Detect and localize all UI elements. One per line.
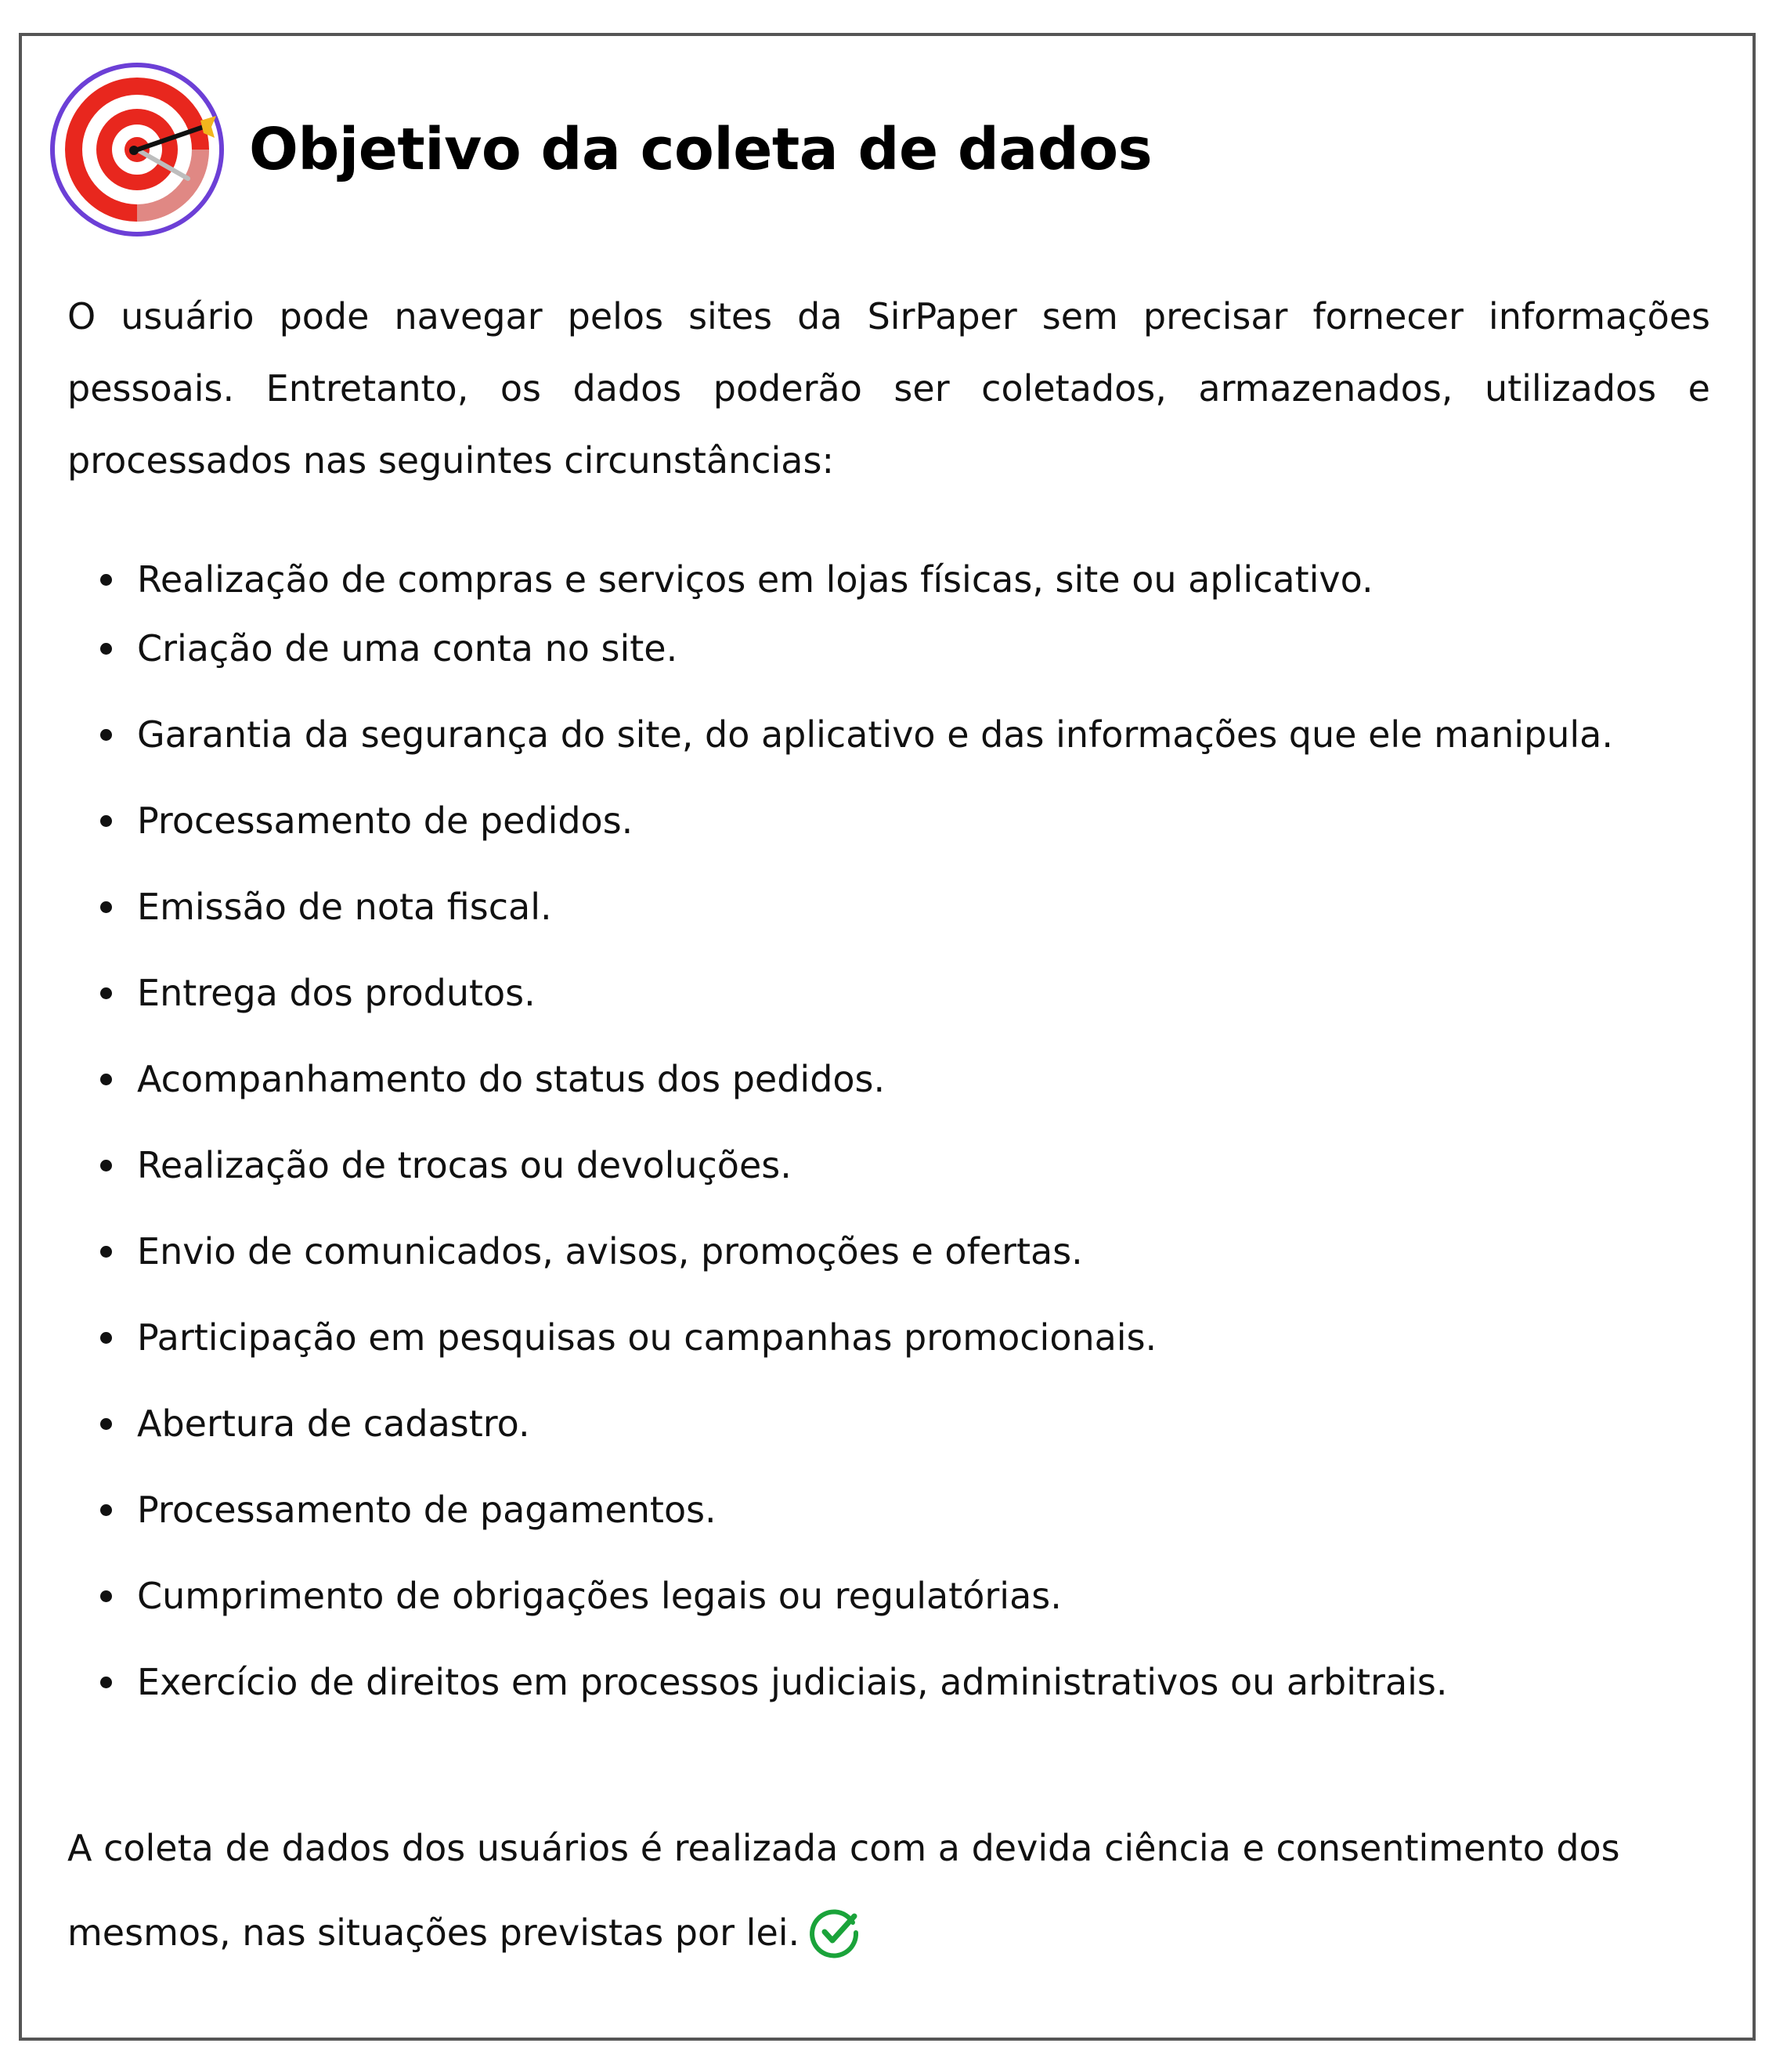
bullet-icon [100,987,112,999]
list-item-text: Cumprimento de obrigações legais ou regulatórias. [137,1575,1062,1617]
list-item-text: Criação de uma conta no site. [137,627,678,670]
target-icon [49,61,226,238]
list-item [100,1392,530,1455]
list-item-text: Exercício de direitos em processos judiciais, administrativos ou arbitrais. [137,1661,1448,1703]
page-title: Objetivo da coleta de dados [249,116,1153,183]
bullet-icon [100,1160,112,1171]
closing-paragraph [67,1806,1710,1975]
list-item [100,548,1374,611]
section-header [49,61,1152,238]
list-item [100,1565,1062,1627]
bullet-icon [100,815,112,827]
list-item-text: Entrega dos produtos. [137,972,536,1014]
bullet-icon [100,1418,112,1430]
bullet-icon [100,1677,112,1688]
bullet-icon [100,901,112,913]
list-item [100,617,677,680]
list-item [100,1220,1083,1283]
check-circle-icon [807,1905,862,1960]
list-item-text: Realização de trocas ou devoluções. [137,1144,792,1186]
list-item-text: Realização de compras e serviços em lojas físicas, site ou aplicativo. [137,558,1374,601]
closing-line-1: A coleta de dados dos usuários é realizada com a devida ciência e consentimento dos [67,1827,1620,1869]
list-item [100,789,633,852]
list-item [100,1478,717,1541]
bullet-icon [100,1590,112,1602]
list-item-text: Participação em pesquisas ou campanhas promocionais. [137,1316,1157,1359]
list-item-text: Garantia da segurança do site, do aplicativo e das informações que ele manipula. [137,713,1613,756]
list-item-text: Processamento de pedidos. [137,800,634,842]
bullet-icon [100,1332,112,1344]
list-item [100,962,536,1024]
list-item-text: Acompanhamento do status dos pedidos. [137,1058,886,1100]
bullet-icon [100,1074,112,1085]
list-item-text: Envio de comunicados, avisos, promoções e ofertas. [137,1230,1083,1272]
list-item [100,1134,792,1197]
list-item-text: Processamento de pagamentos. [137,1489,717,1531]
list-item [100,1306,1157,1369]
list-item-text: Emissão de nota fiscal. [137,886,552,928]
bullet-icon [100,1246,112,1258]
bullet-icon [100,729,112,741]
closing-line-2: mesmos, nas situações previstas por lei. [67,1911,800,1954]
bullet-icon [100,574,112,586]
intro-paragraph: O usuário pode navegar pelos sites da SirPaper sem precisar fornecer informações pessoais. Entretanto, os dados poderão ser coletados, armazenados, utilizados e processados nas seguintes circunstâncias: [67,295,1710,482]
bullet-icon [100,643,112,655]
list-item [100,875,552,938]
list-item-text: Abertura de cadastro. [137,1402,530,1445]
list-item [100,1048,885,1110]
bullet-icon [100,1504,112,1516]
list-item [100,703,1613,766]
list-item [100,1651,1448,1713]
